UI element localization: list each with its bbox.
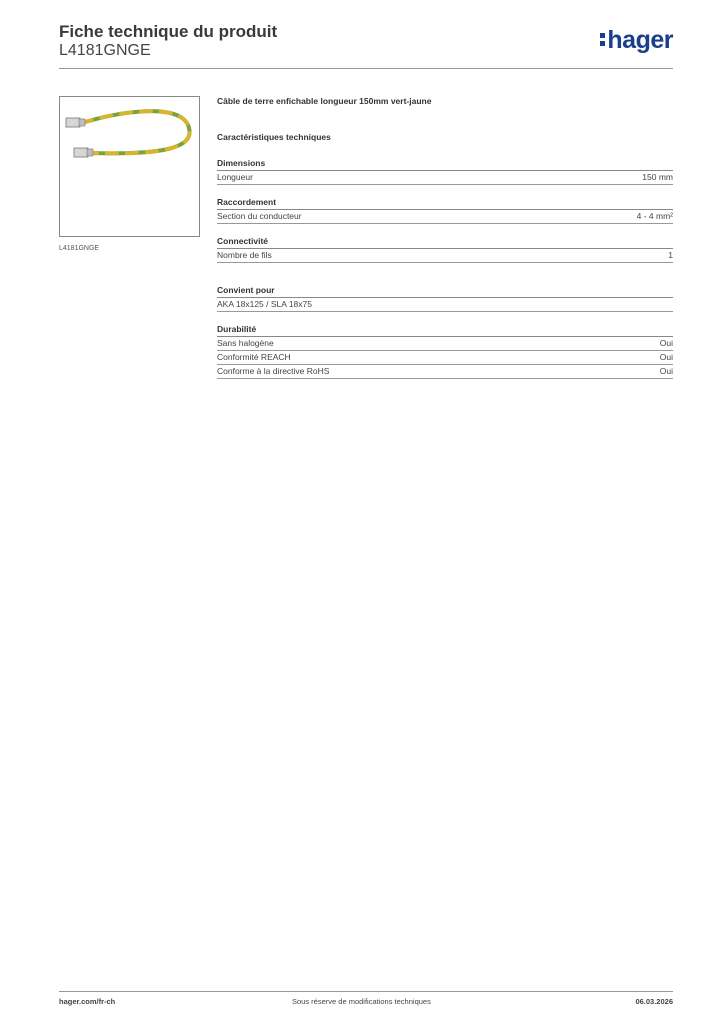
footer-date: 06.03.2026 — [635, 997, 673, 1006]
hager-logo: hager — [600, 26, 673, 55]
spec-value: 1 — [668, 250, 673, 260]
footer-divider — [59, 991, 673, 992]
page-title: Fiche technique du produit — [59, 22, 278, 41]
spec-row — [217, 298, 673, 312]
section-title: Durabilité — [217, 324, 673, 337]
footer-website: hager.com/fr-ch — [59, 997, 116, 1006]
product-reference: L4181GNGE — [59, 42, 151, 59]
spec-row — [217, 365, 673, 379]
spec-value: 150 mm — [642, 172, 673, 182]
spec-label: AKA 18x125 / SLA 18x75 — [217, 299, 312, 309]
spec-label: Conforme à la directive RoHS — [217, 366, 330, 376]
page-header — [59, 20, 673, 70]
tech-heading: Caractéristiques techniques — [217, 132, 331, 142]
spec-row — [217, 210, 673, 224]
spec-value: Oui — [659, 352, 673, 362]
section-dimensions — [217, 158, 673, 185]
section-connectivite — [217, 236, 673, 263]
image-caption: L4181GNGE — [59, 245, 100, 252]
spec-label: Conformité REACH — [217, 352, 291, 362]
footer-notice: Sous réserve de modifications techniques — [292, 997, 431, 1006]
section-title: Convient pour — [217, 285, 673, 298]
spec-content — [217, 96, 673, 379]
earth-cable-icon — [60, 97, 199, 236]
product-image — [59, 96, 200, 237]
product-description: Câble de terre enfichable longueur 150mm vert-jaune — [217, 96, 432, 106]
spec-row — [217, 171, 673, 185]
spec-value: Oui — [659, 366, 673, 376]
logo-dots-icon — [600, 30, 605, 49]
section-convient-pour — [217, 285, 673, 312]
spec-row — [217, 249, 673, 263]
spec-row — [217, 351, 673, 365]
section-raccordement — [217, 197, 673, 224]
spec-row — [217, 337, 673, 351]
header-divider — [59, 68, 673, 69]
section-durabilite — [217, 324, 673, 379]
spec-label: Section du conducteur — [217, 211, 302, 221]
spec-value: Oui — [659, 338, 673, 348]
section-title: Dimensions — [217, 158, 673, 171]
spec-value: 4 - 4 mm² — [636, 211, 673, 221]
spec-label: Longueur — [217, 172, 253, 182]
spec-label: Sans halogène — [217, 338, 274, 348]
section-title: Connectivité — [217, 236, 673, 249]
spec-label: Nombre de fils — [217, 250, 272, 260]
section-title: Raccordement — [217, 197, 673, 210]
